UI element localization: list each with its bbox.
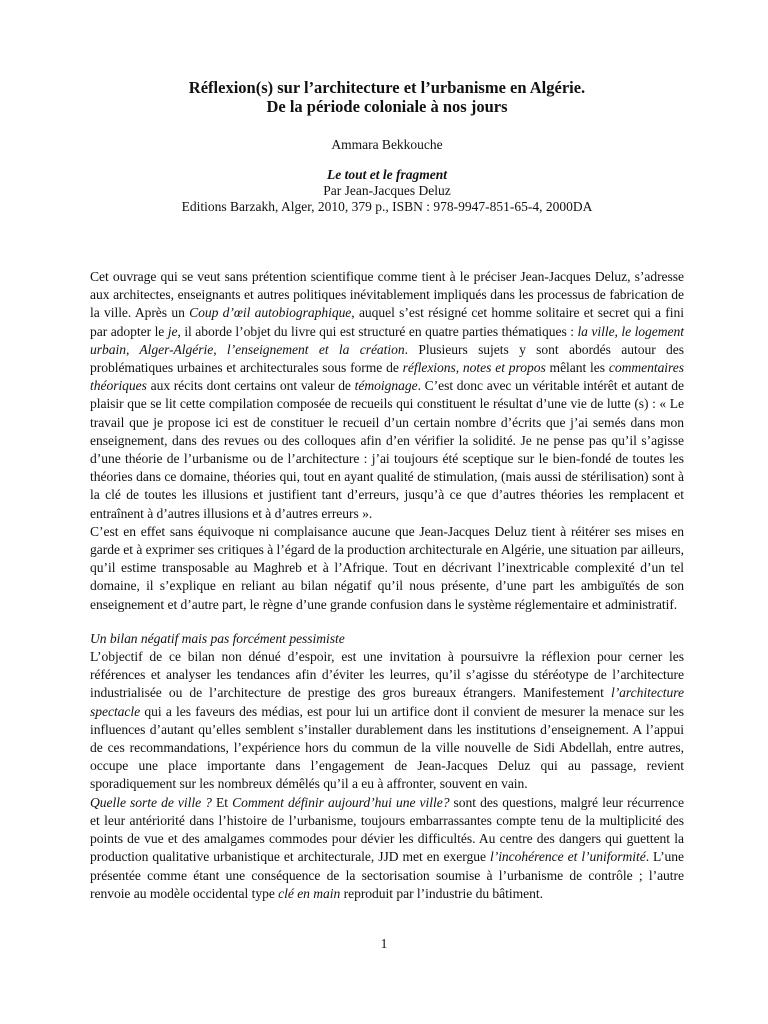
paragraph-1-text: , il aborde l’objet du livre qui est structuré en quatre parties thématiques : [177,323,578,339]
paragraph-4-emphasis: clé en main [278,885,341,901]
paragraph-4-emphasis: l’incohérence et l’uniformité [490,849,646,865]
paragraph-2: C’est en effet sans équivoque ni complaisance aucune que Jean-Jacques Deluz tient à réitérer ses mises en garde et à exprimer ses critiques à l’égard de la production architecturale en Algérie, une situation par ailleurs, qu’il estime transposable au Maghreb et à l’Afrique. Tout en décrivant l’inextricable complexité d’un tel domaine, il s’explique en reliant au bilan négatif qu’il nous présente, d’une part les ambiguïtés de son enseignement et d’autre part, le règne d’une grande confusion dans le système réglementaire et administratif. [90,523,685,612]
author-name: Ammara Bekkouche [331,137,443,152]
paragraph-4-emphasis: Comment définir aujourd’hui une ville? [232,794,450,810]
article-body [90,268,684,903]
paragraph-3-emphasis: l’architecture spectacle [90,685,684,719]
paragraph-1-text: mêlant les [545,360,609,376]
paragraph-1-text: . C’est donc avec un véritable intérêt et autant de plaisir que se lit cette compilation composée de recueils qui constituent le résultat d’une vie de lutte (s) : « Le travail que je propose ici est de constituer le recueil d’un certain nombre d’écrits que j’ai semés dans mon enseignement, dans des revues ou des colloques afin d’en vérifier la solidité. Je ne pense pas qu’il s’agisse d’une théorie de l’urbanisme ou de l’architecture : j’ai toujours été sceptique sur le bien-fondé de toutes les théories dans ce domaine, théories qui, tout en ayant qualité de stimulation, (mais aussi de stérilisation) sont à la clé de toutes les illusions et justifient tant d’erreurs, jusqu’à ce que d’autres théories les remplacent et entraînent à d’autres illusions et à d’autres erreurs ». [90,378,684,521]
title-line-2: De la période coloniale à nos jours [266,97,508,116]
paragraph-4-emphasis: Quelle sorte de ville ? [90,794,212,810]
section-heading: Un bilan négatif mais pas forcément pessimiste [90,630,345,646]
paragraph-3-text: L’objectif de ce bilan non dénué d’espoir, est une invitation à poursuivre la réflexion pour cerner les références et analyser les tendances afin d’éviter les leurres, qu’il s’agisse du stéréotype de l’architecture industrialisée ou de l’architecture de prestige des gros bureaux étrangers. Manifestement [90,649,684,701]
paragraph-1 [90,268,684,523]
paragraph-4-text: Et [211,794,233,810]
book-publication: Editions Barzakh, Alger, 2010, 379 p., ISBN : 978-9947-851-65-4, 2000DA [181,199,593,214]
book-reference [90,167,684,215]
paragraph-1-emphasis: Coup d’œil autobiographique [189,305,352,321]
book-author: Par Jean-Jacques Deluz [323,183,451,198]
paragraph-4-text: reproduit par l’industrie du bâtiment. [340,885,543,901]
paragraph-1-text: , auquel s’est résigné cet homme solitaire et secret qui a fini par adopter le [90,305,684,339]
paragraph-1-emphasis: commentaires théoriques [90,360,684,394]
paragraph-1-emphasis: témoignage [354,378,418,394]
paragraph-3-text: qui a les faveurs des médias, est pour lui un artifice dont il convient de mesurer la menace sur les influences d’autant qu’elles semblent s’installer durablement dans les institutions d’enseignement. A l’appui de ces recommandations, l’expérience hors du commun de la ville nouvelle de Sidi Abdellah, entre autres, occupe une place importante dans l’engagement de Jean-Jacques Deluz qui au passage, revient sporadiquement sur les nombreux démêlés qu’il a eu à affronter, souvent en vain. [90,703,684,792]
paragraph-1-emphasis: je [167,323,178,339]
paragraph-1-emphasis: la ville, le logement urbain, Alger-Algérie, l’enseignement et la création [90,323,685,357]
document-title [90,78,684,116]
paragraph-4 [90,794,684,903]
title-line-1: Réflexion(s) sur l’architecture et l’urbanisme en Algérie. [188,78,586,97]
paragraph-4-text: sont des questions, malgré leur récurrence et leur antériorité dans l’histoire de l’urbanisme, toujours embarrassantes compte tenu de la multiplicité des points de vue et des amalgames commodes pour dévier les difficultés. Au centre des dangers qui guettent la production qualitative urbanistique et architecturale, JJD met en exergue [90,794,684,865]
book-title: Le tout et le fragment [327,167,447,182]
paragraph-1-text: aux récits dont certains ont valeur de [146,378,355,394]
paragraph-1-emphasis: réflexions, notes et propos [402,360,546,376]
page-number: 1 [380,936,388,951]
paragraph-4-text: . L’une présentée comme étant une conséquence de la sectorisation soumise à l’urbanisme de contrôle ; l’autre renvoie au modèle occidental type [90,849,685,901]
paragraph-1-text: Cet ouvrage qui se veut sans prétention scientifique comme tient à le préciser Jean-Jacques Deluz, s’adresse aux architectes, enseignants et autres politiques inévitablement impliqués dans les processus de fabrication de la ville. Après un [90,269,684,321]
document-page [90,78,684,1008]
paragraph-1-text: . Plusieurs sujets y sont abordés autour des problématiques urbaines et architecturales sous forme de [90,341,684,376]
paragraph-3 [90,648,684,794]
